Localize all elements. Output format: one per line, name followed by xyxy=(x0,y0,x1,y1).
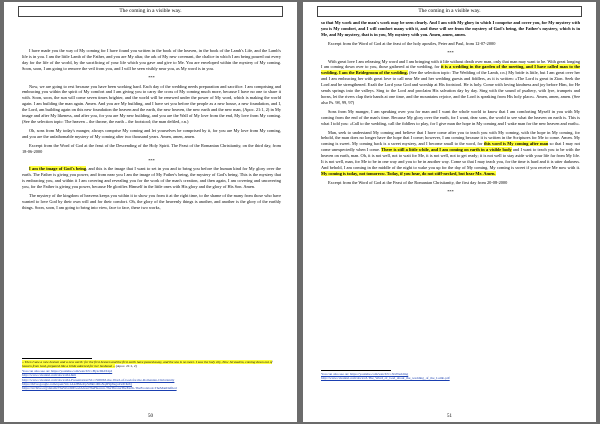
right-page-body xyxy=(321,20,580,198)
page-number: 50 xyxy=(148,414,153,419)
paragraph xyxy=(321,20,580,38)
footnote-rule xyxy=(321,370,391,371)
separator: *** xyxy=(148,157,155,163)
left-page xyxy=(4,2,297,422)
right-page xyxy=(303,2,596,422)
excerpt-source: Excerpt from the Word of God at the Feast of the Romanian Christianity, the first day from 20-08-2000 xyxy=(328,179,508,185)
paragraph xyxy=(22,166,281,190)
running-header: The coming in a visible way. xyxy=(317,6,582,17)
footnote-link[interactable]: http://www.cuvantul.com/docs/s64.htm xyxy=(22,373,77,378)
paragraph-text: so that My work and the man's work may be seen clearly. And I am with My glory in which I comprise and cover you, for My mystery with you is My comfort, and I will comfort many with it, and these will see from the mystery of God's being, the Father's mystery, which is in Me, and My mystery, that is in you, My mystery with you. Amen, amen, amen. xyxy=(321,20,580,37)
paragraph xyxy=(22,193,281,211)
paragraph-text: Now, we are going to rest because you have been working hard. Each day of the wedding needs preparation and sacrifice. I am comprising and embracing you within the spirit of My comfort and I am giving you to carry the cross of My coming much more, because I have no one to share it with. Soon, soon, the sun will come seven times brighter, and the world will be renewed under the power of My word, which is making the world again. I am building the man again. Amen. And you are My building, and I have set you before the people as a new house, a new foundation, and I, the Lord, am building again on this new foundation the heaven and the earth, the new heaven, the new earth and the new man, (Apoc. 21:1, 2) in My image and after My likeness, and after you, for you are My new building, and you are the Wall of My love from the end, My love from My coming. (See the selection topic: The heaven – the throne, the earth – the footstool; the man defiled, r.n.) xyxy=(22,83,281,124)
footnotes xyxy=(321,372,580,381)
footnote xyxy=(22,386,281,390)
footnote-link[interactable]: http://www.cuvantul.com/docs/s64-Presentation?id=1500063-the-Word-of-God-for-the-Romanian-Christianity xyxy=(22,377,175,382)
paragraph xyxy=(321,59,580,106)
paragraph-text: and I want to teach you to be with the heaven on earth, man. Oh, it is not well, not to wait for Me, it is not well, not to get ready; it is not well to stay aside with your life far from My life. It is not well, man, for Me to be in one way and you to be in another way. Come so that I may teach you, for the time is hard and it is utter darkness. And behold, I am coming in the middle of the night to wake you up for the day of My coming. My coming is sweet if you receive Me now with it. xyxy=(321,147,581,170)
footnote-link[interactable]: http://www.cuvantul.com/docs/s3-The_Word_of_God_about_the_wedding_of_the_Lamb.pdf xyxy=(321,376,450,381)
highlighted-text: I am the image of God's being xyxy=(29,166,87,172)
paragraph-text: (See the selection topic: The Wedding of the Lamb, r.n.) My bride is little, but I am great over her and I am embracing her with great love to call near Me and her wedding guests and fiddlers, as it is written: «The Lord is great in Zion. Seek the Lord and be strengthened. Exalt the Lord your God and worship at His footstool. He is holy. Come with loving kindness and joy before Him, for He sends springs into the valleys. Sing to the Lord and proclaim His salvation day by day. Sing with the sound of psaltery, with lyre, trumpets and horns, let the rivers clap their hands at one time, and the mountains rejoice, and the Lord is speaking from His holy place». Amen, amen, amen. (See also Ps. 98, 99, 97) xyxy=(321,70,580,105)
footnote-rule xyxy=(22,358,92,359)
separator: *** xyxy=(447,49,454,55)
footnote xyxy=(321,376,580,380)
running-header: The coming in a visible way. xyxy=(18,6,283,17)
paragraph-text: , and this is the image that I want to set in you and to bring you before the human kind for My glory over the earth. The Father is giving you power, and from near you I am the image of My Father's being, the mystery of God's being. This is the mystery that is embracing you, and within it I am covering and revealing you for the work of the man's creation, and then again, I am covering and uncovering you, for the Father is giving you power, because He glorifies Himself in the little ones with His glory and the glory of His Son. Amen. xyxy=(22,166,281,190)
paragraph xyxy=(321,180,580,186)
paragraph-text: so that I may not come unexpectedly when I come. xyxy=(321,141,580,153)
paragraph xyxy=(22,48,281,72)
footnote-link[interactable]: https://archive.org/details/TheWordOfGodAboutTheHeaven-TheThroneTheEarth-TheFootstool-TheManDefiled xyxy=(22,386,177,391)
paragraph-text: With great love I am releasing My word and I am bringing with it life without death over man, only that man may want to be. With great longing I am coming down over to you, those gathered at the wedding, for xyxy=(321,58,580,70)
highlighted-text: it is a wedding in the garden of the meeting, and I have called man to the wedding. I am the Bridegroom of the wedding. xyxy=(321,64,580,76)
paragraph-text: Man, seek to understand My coming and believe that I have come after you to teach you with My coming, with the hope in My coming, for behold, the man does no longer have the hope that I come; however, I am coming because it is written in the Scriptures for Me to come. Amen. My coming is sweet. My coming back is a sweet mystery, and I become small to the word, for xyxy=(321,129,580,147)
excerpt-source: Excerpt from the Word of God at the feast of the holy apostles, Peter and Paul, from 12-07-2000 xyxy=(328,40,496,46)
highlighted-text: My coming is today, not tomorrow. Today, if you hear, do not stiff-necked, but hear Me. Amen. xyxy=(321,170,496,176)
excerpt-source: Excerpt from the Word of God at the feast of the Descending of the Holy Spirit. The Feast of the Romanian Christianity, on the third day, from 18-06-2000 xyxy=(22,142,281,154)
left-page-body xyxy=(22,48,281,214)
paragraph xyxy=(22,143,281,155)
footnotes xyxy=(22,360,281,391)
paragraph xyxy=(22,128,281,140)
paragraph xyxy=(321,41,580,47)
footnote xyxy=(22,360,281,369)
footnote-quote: « Then I saw a new heaven and a new earth: for the first heaven and the first earth have passed away, and the sea is no more. I saw the holy city, New Jerusalem, coming down out of heaven from God, prepared like a bride adorned for her husband. » xyxy=(22,360,273,369)
paragraph xyxy=(321,130,580,177)
paragraph-text: I have made you the way of My coming for I have found you written in the book of the heaven, in the book of the Lamb's Life, and the Lamb's life is in you. I am the little Lamb of the Father, and you are My altar, the ark of My new covenant, the chalice in which I am being poured out every day for the life of the world, by the sacrificing of your life which you gave and give to Me. You are enveloped within the mystery of My coming. Soon, soon, I am going to remove the veil from you, and I will be seen visibly near you, as My word is in you. xyxy=(22,48,281,71)
separator: *** xyxy=(447,188,454,194)
paragraph xyxy=(321,109,580,127)
footnote-link[interactable]: You can also see on: https://youtube.com/watch?v=XxWedding xyxy=(321,372,409,376)
highlighted-text: There is still a little while, and I am coming on earth in a visible body xyxy=(381,147,512,153)
separator: *** xyxy=(148,74,155,80)
footnote-link[interactable]: https://drive.google.com/open?id=1Ax2HdeUpSr8kCd0GNqIPQZkgoZuTrKJQ xyxy=(22,382,132,387)
paragraph xyxy=(22,84,281,125)
paragraph-text: Sons from My manger, I am speaking over you for man and I want the whole world to know that I am comforting Myself in you with My coming from the end of the man's time. Because My glory over the earth, for I want, dear sons, the world to see what the heaven on earth is. This is what I told you: «Call to the wedding, call the fiddlers to play, for I give man the hope in My coming and I wake man for the new heaven and earth». xyxy=(321,108,580,126)
paragraph-text: Oh, sons from My today's manger, always comprise My coming and let yourselves be comprised by it, for you are My love from My coming, and you are the unfathomable mystery of My coming after two thousand years. Amen, amen, amen. xyxy=(22,127,281,139)
paragraph-text: The mystery of the kingdom of heavens keeps you within it to show you from it at the right time, to the shame of the many from those who have wanted to love God by their own will and for their comfort. Oh, the glory of the heavenly things is another, and another is the glory of the earthly things. Soon, soon, I am going to bring into view, face to face, these two works, xyxy=(22,193,281,210)
highlighted-text: this word is My coming after man xyxy=(483,141,549,147)
page-number: 51 xyxy=(447,414,452,419)
footnote-ref: (Apoc. 21:1, 2) xyxy=(115,364,137,369)
footnote-link[interactable]: You can also see on: https://youtube.com/watch?v=ByxcIRdX2pI xyxy=(22,368,113,373)
